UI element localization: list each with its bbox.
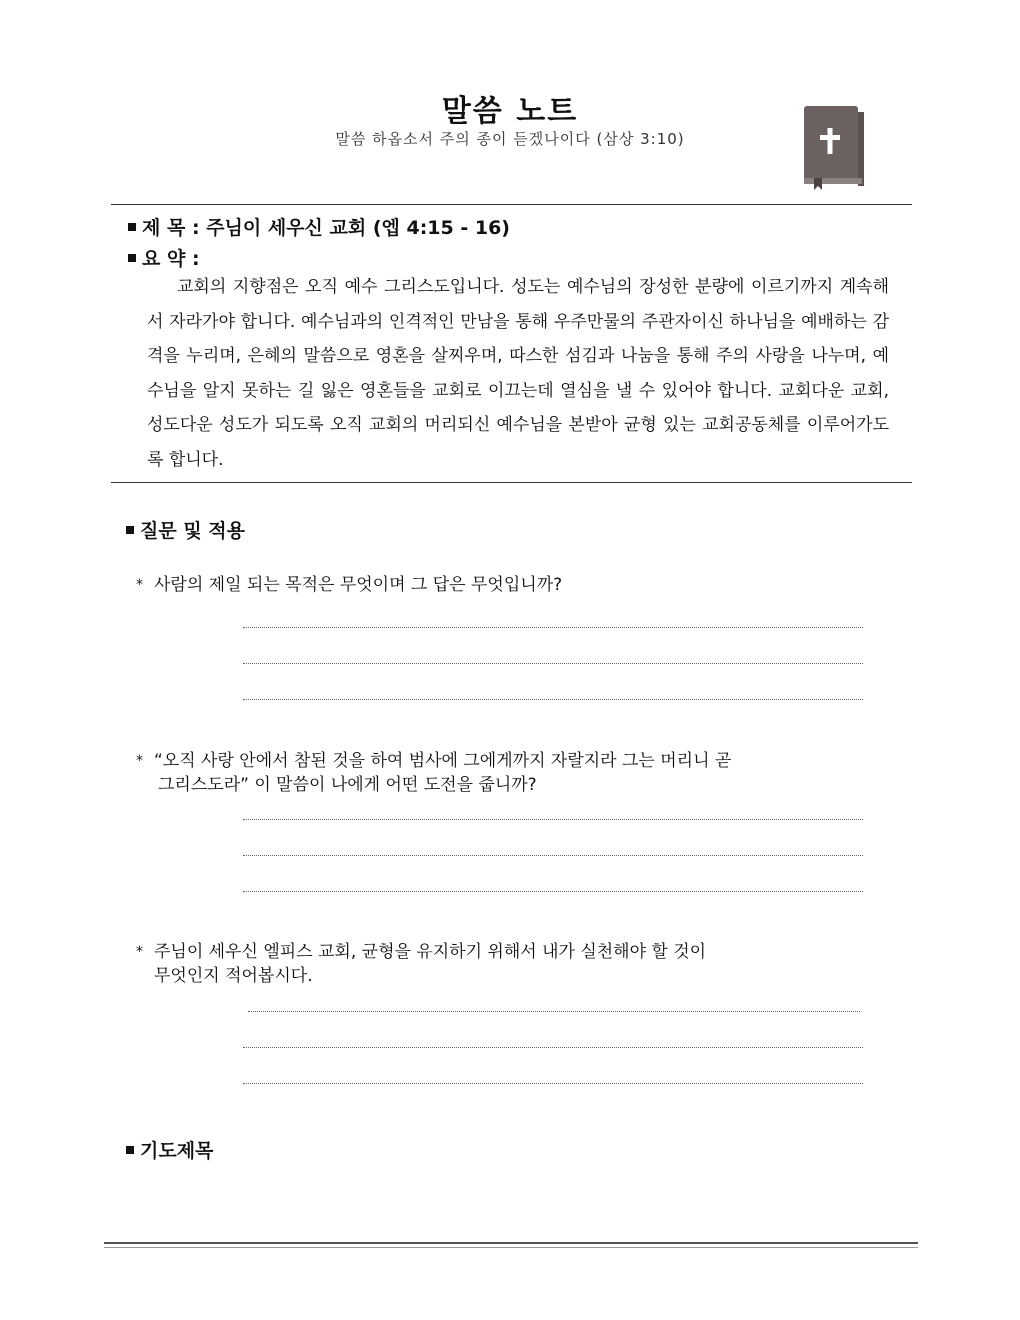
summary-body bbox=[147, 270, 889, 477]
prayer-label: 기도제목 bbox=[140, 1140, 214, 1162]
question-text: 주님이 세우신 엘피스 교회, 균형을 유지하기 위해서 내가 실천해야 할 것이 bbox=[154, 942, 707, 962]
footer-divider bbox=[104, 1242, 918, 1244]
bullet-square-icon bbox=[126, 526, 134, 534]
question-text: 무엇인지 적어봅시다. bbox=[154, 966, 313, 986]
summary-label-row bbox=[128, 244, 200, 271]
summary-label: 요 약 : bbox=[142, 248, 200, 270]
answer-line[interactable] bbox=[243, 699, 863, 700]
answer-line[interactable] bbox=[243, 1083, 863, 1084]
questions-heading bbox=[126, 516, 245, 543]
summary-divider bbox=[111, 482, 912, 483]
bible-icon bbox=[800, 104, 866, 190]
question-2 bbox=[136, 749, 731, 797]
question-3 bbox=[136, 940, 706, 988]
questions-label: 질문 및 적용 bbox=[140, 520, 245, 542]
question-1 bbox=[136, 573, 562, 597]
question-text: 그리스도라” 이 말씀이 나에게 어떤 도전을 줍니까? bbox=[158, 775, 537, 795]
question-text: 사람의 제일 되는 목적은 무엇이며 그 답은 무엇입니까? bbox=[154, 575, 563, 595]
sermon-title-row bbox=[128, 213, 510, 240]
page-title: 말씀 노트 bbox=[441, 94, 579, 129]
bullet-square-icon bbox=[128, 223, 136, 231]
answer-line[interactable] bbox=[243, 1047, 863, 1048]
answer-line[interactable] bbox=[243, 627, 863, 628]
top-divider bbox=[111, 204, 912, 205]
answer-line[interactable] bbox=[243, 855, 863, 856]
page-subtitle: 말씀 하옵소서 주의 종이 듣겠나이다 (삼상 3:10) bbox=[335, 130, 685, 148]
prayer-heading bbox=[126, 1136, 213, 1163]
answer-line[interactable] bbox=[243, 819, 863, 820]
star-bullet: * bbox=[136, 944, 143, 960]
summary-text: 교회의 지향점은 오직 예수 그리스도입니다. 성도는 예수님의 장성한 분량에 이르기까지 계속해서 자라가야 합니다. 예수님과의 인격적인 만남을 통해 우주만물의 주관자이신 하나님을 예배하는 감격을 누리며, 은혜의 말씀으로 영혼을 살찌우며, 따스한 섬김과 나눔을 통해 주의 사랑을 나누며, 예수님을 알지 못하는 길 잃은 영혼들을 교회로 이끄는데 열심을 낼 수 있어야 합니다. 교회다운 교회, 성도다운 성도가 되도록 오직 교회의 머리되신 예수님을 본받아 균형 있는 교회공동체를 이루어가도록 합니다. bbox=[147, 277, 889, 470]
answer-line[interactable] bbox=[248, 1011, 860, 1012]
footer-divider-thin bbox=[104, 1247, 918, 1248]
star-bullet: * bbox=[136, 753, 143, 769]
bullet-square-icon bbox=[126, 1146, 134, 1154]
bullet-square-icon bbox=[128, 254, 136, 262]
question-text: “오직 사랑 안에서 참된 것을 하여 범사에 그에게까지 자랄지라 그는 머리니 곧 bbox=[154, 751, 732, 771]
sermon-title: 제 목 : 주님이 세우신 교회 (엡 4:15 - 16) bbox=[142, 217, 510, 239]
star-bullet: * bbox=[136, 577, 143, 593]
answer-line[interactable] bbox=[243, 891, 863, 892]
answer-line[interactable] bbox=[243, 663, 863, 664]
